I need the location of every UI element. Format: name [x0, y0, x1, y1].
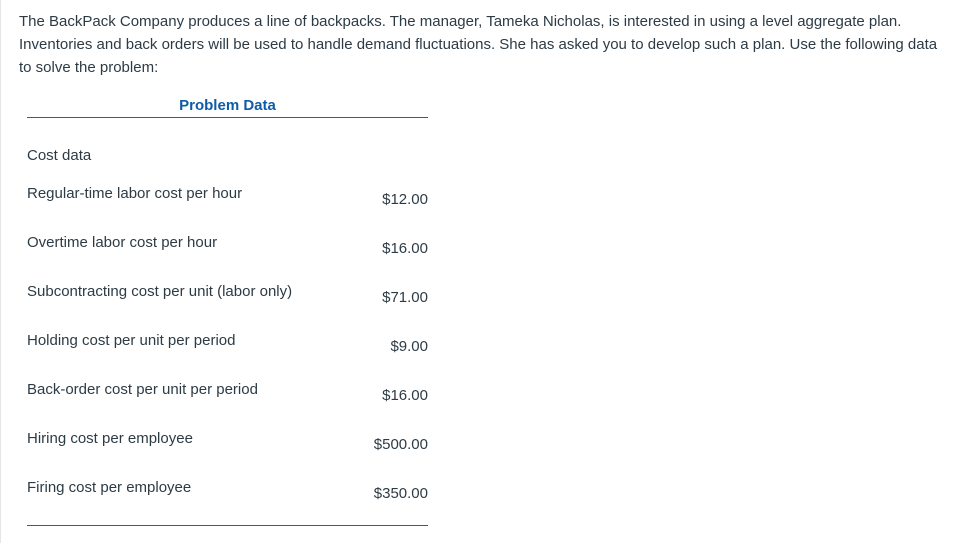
row-value: $350.00 [373, 485, 428, 502]
table-row-back-order [27, 381, 428, 411]
table-row-holding [27, 332, 428, 362]
row-label: Regular-time labor cost per hour [27, 185, 243, 202]
section-label-cost-data: Cost data [27, 147, 92, 164]
row-value: $12.00 [382, 191, 428, 208]
row-label: Holding cost per unit per period [27, 332, 236, 349]
table-title: Problem Data [27, 95, 428, 118]
row-label: Overtime labor cost per hour [27, 234, 218, 251]
row-value: $16.00 [382, 387, 428, 404]
table-row-overtime [27, 234, 428, 264]
row-value: $9.00 [390, 338, 428, 355]
row-label: Firing cost per employee [27, 479, 192, 496]
row-value: $71.00 [382, 289, 428, 306]
row-label: Hiring cost per employee [27, 430, 193, 447]
row-value: $500.00 [373, 436, 428, 453]
row-value: $16.00 [382, 240, 428, 257]
row-label: Subcontracting cost per unit (labor only) [27, 283, 293, 300]
table-row-firing [27, 479, 428, 509]
problem-data-table [27, 95, 428, 502]
table-row-subcontracting [27, 283, 428, 313]
table-row-hiring [27, 430, 428, 460]
table-bottom-rule [27, 525, 428, 526]
row-label: Back-order cost per unit per period [27, 381, 258, 398]
table-row-regular-time [27, 185, 428, 215]
intro-paragraph: The BackPack Company produces a line of backpacks. The manager, Tameka Nicholas, is interested in using a level aggregate plan. Inventories and back orders will be used to handle demand fluctuations. She has asked you to develop such a plan. Use the following data to solve the problem: [19, 13, 938, 76]
